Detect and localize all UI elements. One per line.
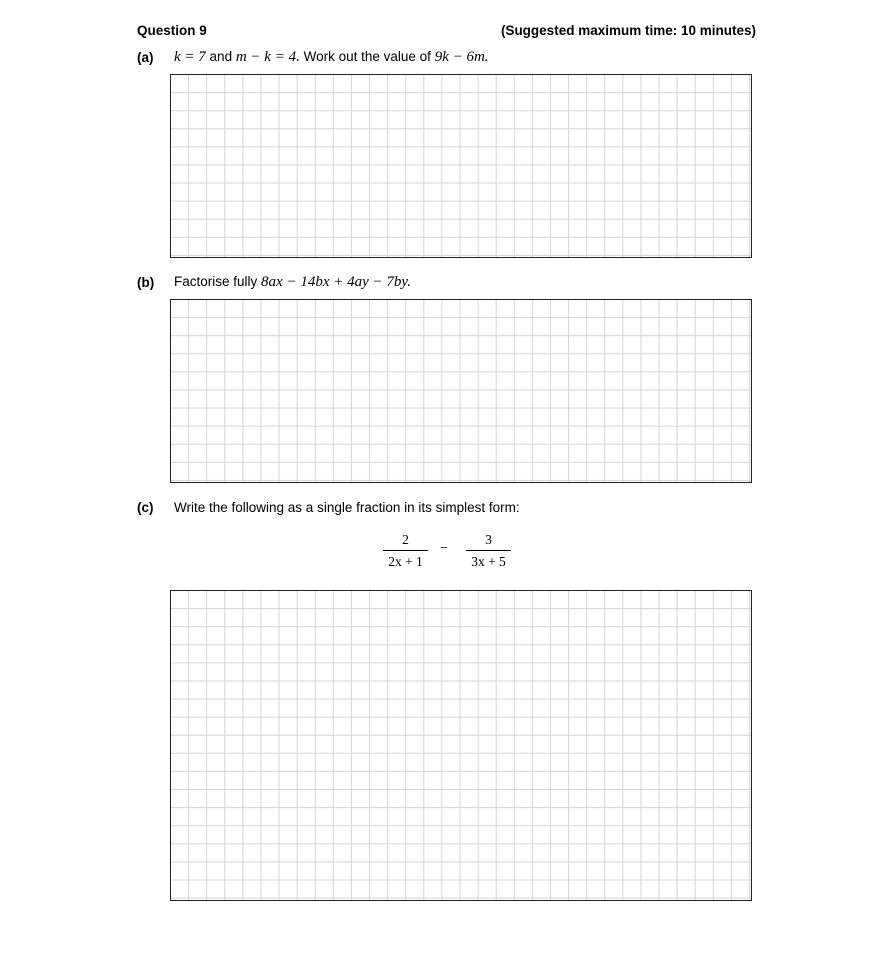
answer-grid-b[interactable] (170, 299, 752, 483)
fraction-1-numerator: 2 (402, 532, 409, 547)
part-c-question: Write the following as a single fraction in its simplest form: (174, 500, 520, 515)
part-b-question (174, 274, 411, 291)
part-b-label: (b) (137, 275, 155, 290)
minus-operator: − (440, 541, 448, 556)
question-title: Question 9 (137, 23, 207, 38)
answer-grid-c[interactable] (170, 590, 752, 901)
part-a-math-2: m − k = 4. (235, 49, 300, 65)
answer-grid-a[interactable] (170, 74, 752, 258)
suggested-time: (Suggested maximum time: 10 minutes) (500, 23, 756, 38)
fraction-2-denominator: 3x + 5 (471, 554, 506, 569)
part-b-math: 8ax − 14bx + 4ay − 7by. (261, 274, 411, 290)
fraction-1-bar (383, 550, 428, 551)
part-c-label: (c) (137, 500, 154, 515)
fraction-2-bar (466, 550, 511, 551)
part-a-conjunction: and (209, 49, 233, 64)
part-b-text: Factorise fully (174, 274, 258, 289)
part-a-math-3: 9k − 6m. (434, 49, 489, 65)
fraction-1-denominator: 2x + 1 (388, 554, 423, 569)
fraction-expression (380, 531, 520, 575)
part-a-question (174, 49, 489, 66)
part-a-text: Work out the value of (303, 49, 431, 64)
fraction-2-numerator: 3 (485, 532, 492, 547)
fraction-1 (383, 531, 428, 571)
part-a-math-1: k = 7 (174, 49, 206, 65)
fraction-2 (466, 531, 511, 571)
part-a-label: (a) (137, 50, 154, 65)
